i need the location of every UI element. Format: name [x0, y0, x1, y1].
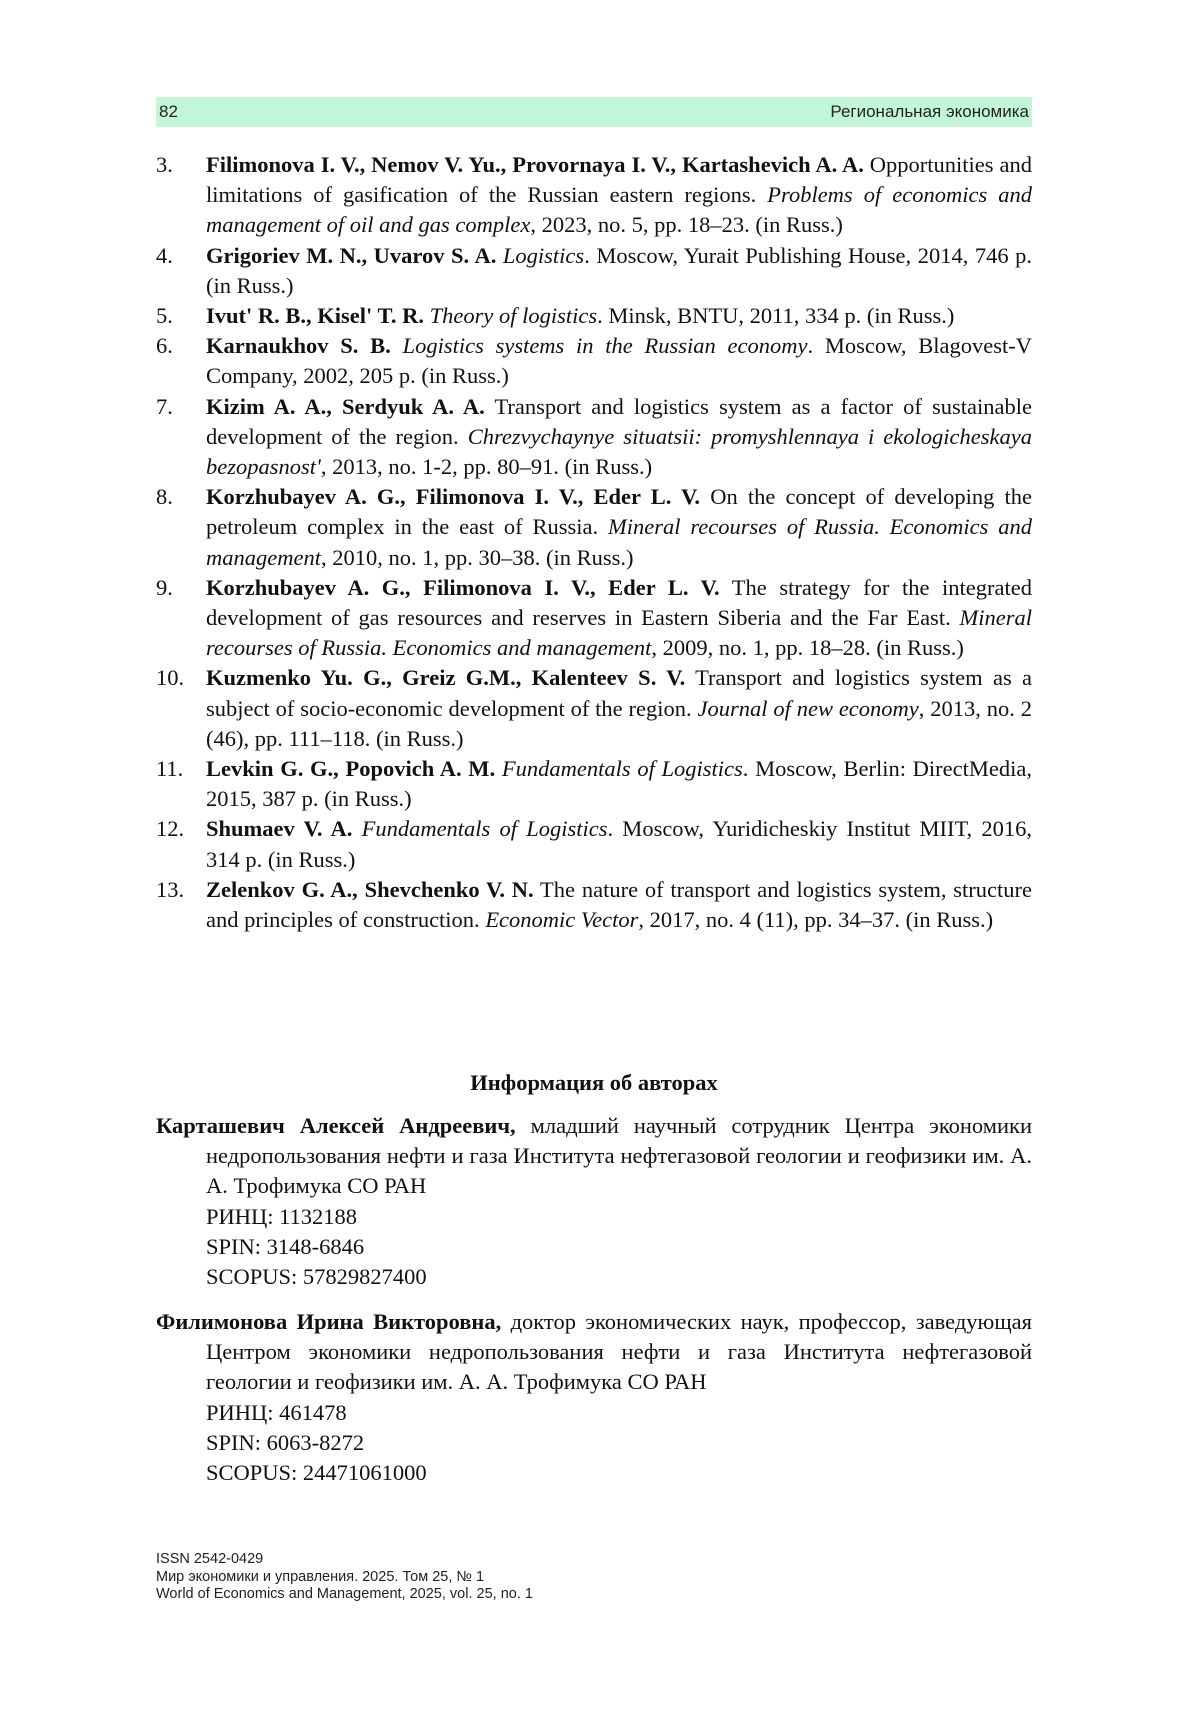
reference-number: 3. [156, 152, 173, 177]
author-info-block [156, 1307, 1032, 1488]
authors-info-heading: Информация об авторах [470, 1070, 718, 1095]
reference-item [156, 573, 1032, 664]
author-entry [156, 1111, 1032, 1202]
reference-source: Journal of new economy [697, 695, 919, 721]
reference-details: , 2010, no. 1, pp. 30–38. (in Russ.) [320, 544, 634, 570]
reference-text: The strategy for the integrated development of gas resources and reserves in Eastern Siberia and the Far East. [206, 574, 1032, 631]
reference-details: , 2017, no. 4 (11), pp. 34–37. (in Russ.) [638, 907, 994, 933]
reference-text [352, 816, 361, 841]
reference-details: , 2013, no. 2 (46), pp. 111–118. (in Russ.) [206, 695, 1032, 751]
reference-authors: Zelenkov G. A., Shevchenko V. N. [206, 876, 534, 902]
reference-number: 10. [156, 665, 185, 691]
reference-authors: Shumaev V. A. [206, 816, 353, 842]
reference-authors: Grigoriev M. N., Uvarov S. A. [206, 242, 497, 268]
reference-details: . Moscow, Yuridicheskiy Institut MIIT, 2016, 314 p. (in Russ.) [206, 816, 1032, 872]
author-name: Филимонова Ирина Викторовна, [156, 1309, 502, 1334]
reference-source: Problems of economics and management of oil and gas complex [206, 182, 1032, 238]
reference-number: 5. [156, 303, 173, 329]
page-number: 82 [159, 102, 178, 121]
reference-details: , 2013, no. 1-2, pp. 80–91. (in Russ.) [320, 454, 653, 480]
reference-number: 12. [156, 816, 185, 842]
reference-authors: Ivut' R. B., Kisel' T. R. [206, 303, 424, 329]
footer-issn: ISSN 2542-0429 [156, 1551, 264, 1567]
reference-text: On the concept of developing the petroleum complex in the east of Russia. [206, 484, 1033, 540]
reference-item [156, 814, 1032, 874]
reference-item [156, 875, 1032, 935]
reference-text: Transport and logistics system as a factor of sustainable development of the region. [206, 393, 1032, 449]
reference-number: 6. [156, 333, 173, 359]
author-spin: SPIN: 3148-6846 [206, 1233, 365, 1259]
footer-journal-en: World of Economics and Management, 2025, vol. 25, no. 1 [156, 1586, 533, 1602]
reference-source: Logistics [502, 242, 585, 268]
reference-source: Economic Vector [485, 907, 639, 933]
reference-item [156, 241, 1032, 301]
running-header [156, 97, 1032, 127]
reference-number: 11. [156, 756, 184, 782]
reference-item [156, 331, 1032, 391]
page-footer [156, 1551, 533, 1604]
reference-number: 8. [156, 484, 173, 510]
reference-item [156, 301, 1032, 331]
reference-authors: Korzhubayev A. G., Filimonova I. V., Eder L. V. [206, 574, 720, 600]
reference-details: , 2009, no. 1, pp. 18–28. (in Russ.) [651, 635, 964, 661]
reference-details: . Minsk, BNTU, 2011, 334 p. (in Russ.) [597, 303, 955, 329]
reference-item [156, 663, 1032, 754]
section-title: Региональная экономика [830, 102, 1029, 121]
reference-number: 9. [156, 574, 173, 600]
reference-authors: Levkin G. G., Popovich A. M. [206, 756, 496, 782]
author-name: Карташевич Алексей Андреевич, [156, 1113, 516, 1138]
reference-text: The nature of transport and logistics system, structure and principles of construction. [206, 876, 1032, 933]
footer-journal-ru: Мир экономики и управления. 2025. Том 25, № 1 [156, 1568, 485, 1585]
reference-details: . Moscow, Yurait Publishing House, 2014, 746 p. (in Russ.) [206, 242, 1033, 298]
author-rinc: РИНЦ: 1132188 [206, 1203, 358, 1229]
reference-item [156, 150, 1032, 241]
author-info-block [156, 1111, 1032, 1292]
author-spin: SPIN: 6063-8272 [206, 1429, 365, 1455]
reference-source: Theory of logistics [429, 303, 598, 329]
reference-number: 7. [156, 393, 173, 419]
reference-number: 13. [156, 876, 185, 902]
reference-authors: Karnaukhov S. B. [206, 333, 391, 359]
reference-details: . Moscow, Berlin: DirectMedia, 2015, 387 p. (in Russ.) [206, 756, 1033, 812]
reference-text: Transport and logistics system as a subject of socio-economic development of the region. [206, 665, 1033, 721]
reference-authors: Filimonova I. V., Nemov V. Yu., Provornaya I. V., Kartashevich A. A. [206, 152, 864, 177]
reference-authors: Korzhubayev A. G., Filimonova I. V., Eder L. V. [206, 484, 701, 510]
author-entry [156, 1307, 1032, 1398]
reference-details: , 2023, no. 5, pp. 18–23. (in Russ.) [530, 212, 843, 238]
author-scopus: SCOPUS: 24471061000 [206, 1460, 427, 1486]
author-scopus: SCOPUS: 57829827400 [206, 1264, 427, 1290]
reference-source: Chrezvychaynye situatsii: promyshlennaya i ekologicheskaya bezopasnost' [206, 423, 1032, 480]
reference-authors: Kizim A. A., Serdyuk A. A. [206, 393, 485, 419]
reference-number: 4. [156, 242, 173, 268]
reference-text [495, 756, 502, 781]
author-description: младший научный сотрудник Центра экономики недропользования нефти и газа Института нефтегазовой геологии и геофизики им. А. А. Трофимука СО РАН [206, 1113, 1032, 1199]
reference-item [156, 482, 1032, 573]
reference-item [156, 392, 1032, 483]
reference-source: Fundamentals of Logistics [501, 756, 743, 782]
reference-authors: Kuzmenko Yu. G., Greiz G.M., Kalenteev S. V. [206, 665, 686, 691]
reference-list [156, 150, 1032, 935]
reference-source: Mineral recourses of Russia. Economics and management [206, 514, 1032, 570]
author-description: доктор экономических наук, профессор, заведующая Центром экономики недропользования нефти и газа Института нефтегазовой геологии и геофизики им. А. А. Трофимука СО РАН [206, 1309, 1032, 1395]
reference-item [156, 754, 1032, 814]
reference-source: Fundamentals of Logistics [361, 816, 608, 842]
author-rinc: РИНЦ: 461478 [206, 1399, 347, 1425]
reference-text: Opportunities and limitations of gasification of the Russian eastern regions. [206, 152, 1032, 208]
reference-source: Mineral recourses of Russia. Economics and management [206, 605, 1032, 661]
reference-details: . Moscow, Blagovest-V Company, 2002, 205 p. (in Russ.) [206, 333, 1033, 389]
reference-text [391, 333, 403, 358]
reference-source: Logistics systems in the Russian economy [402, 333, 808, 359]
